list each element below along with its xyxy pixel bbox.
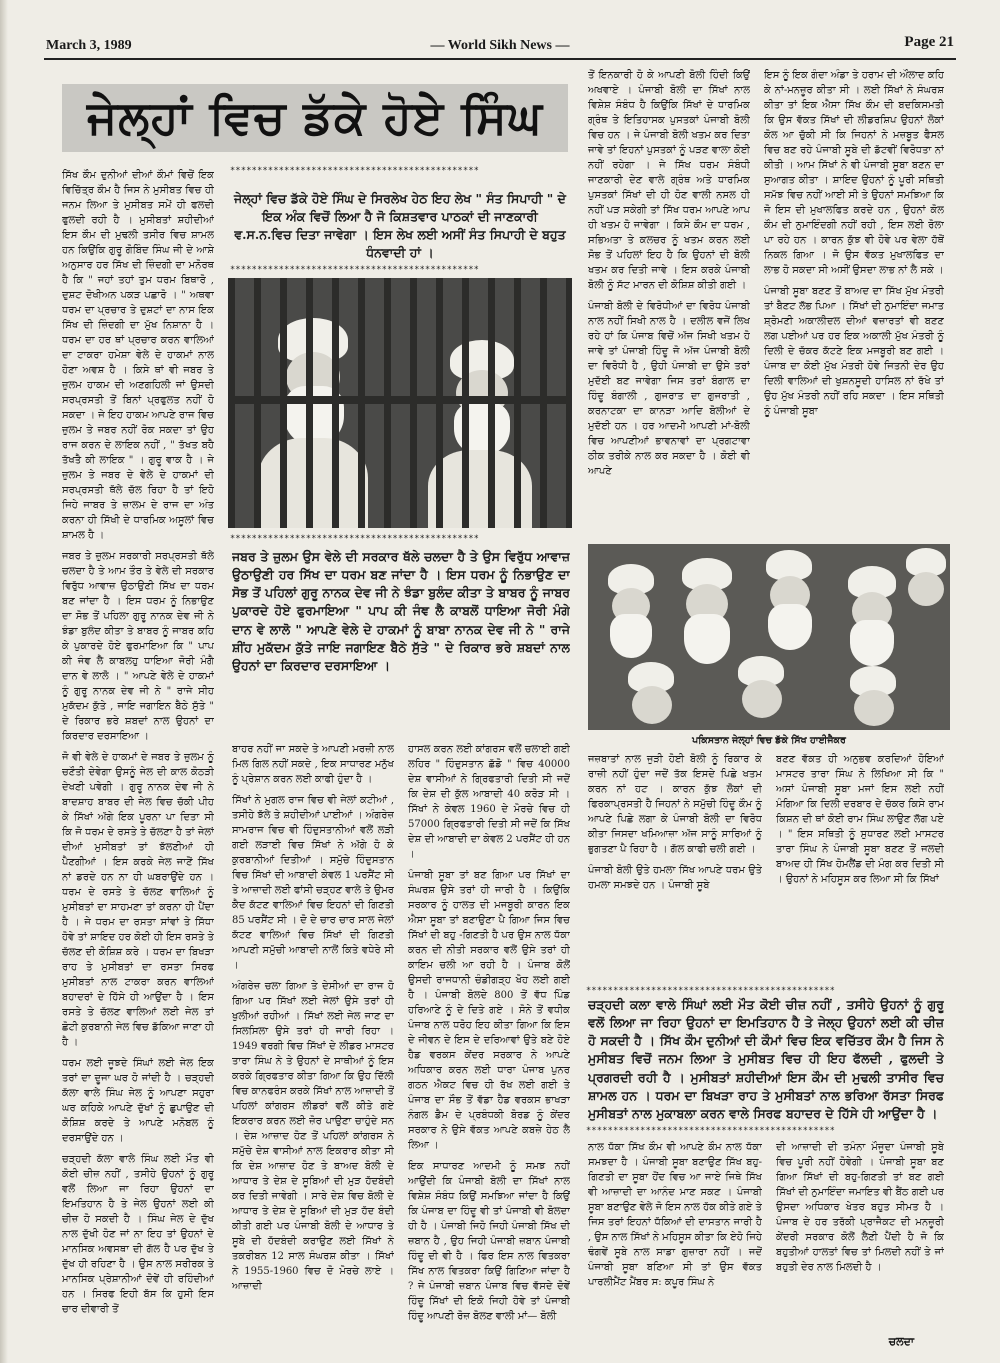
article-column-7: [776, 752, 944, 984]
paragraph: ਬਣਣ ਵੱਕਤ ਹੀ ਅਨੁਭਵ ਕਰਦਿਆਂ ਹੋਇਆਂ ਮਾਸਟਰ ਤਾਰਾ ਸਿੰਘ ਨੇ ਲਿਖਿਆ ਸੀ ਕਿ " ਅਸਾਂ ਪੰਜਾਬੀ ਸੂਬਾ ਮਜਾਂ ਇਸ ਲਈ ਨਹੀਂ ਮੰਗਿਆ ਕਿ ਦਿਲੀ ਦਰਬਾਰ ਦੇ ਚੱਕਰ ਕਿਸੇ ਰਾਮ ਕਿਸ਼ਨ ਦੀ ਥਾਂ ਕੋਈ ਰਾਮ ਸਿੰਘ ਲਾਉਣ ਲੱਗ ਪਏ । " ਇਸ ਸਥਿਤੀ ਨੂੰ ਸੁਧਾਰਣ ਲਈ ਮਾਸਟਰ ਤਾਰਾ ਸਿੰਘ ਨੇ ਪੰਜਾਬੀ ਸੂਬਾ ਬਣਣ ਤੋਂ ਜਲਦੀ ਬਾਅਦ ਹੀ ਸਿੱਖ ਹੋਮਲੈਂਡ ਦੀ ਮੰਗ ਕਰ ਦਿਤੀ ਸੀ । ਉਹਨਾਂ ਨੇ ਮਹਿਸੂਸ ਕਰ ਲਿਆ ਸੀ ਕਿ ਸਿੱਖਾਂ: [776, 754, 944, 885]
issue-date: March 3, 1989: [46, 38, 132, 53]
pull-quote: ਚੜ੍ਹਦੀ ਕਲਾ ਵਾਲੇ ਸਿੰਘਾਂ ਲਈ ਮੌਤ ਕੋਈ ਚੀਜ਼ ਨਹੀਂ , ਤਸੀਹੇ ਉਹਨਾਂ ਨੂੰ ਗੁਰੂ ਵਲੋਂ ਲਿਆ ਜਾ ਰਿਹਾ ਉਹਨਾਂ ਦਾ ਇਮਤਿਹਾਨ ਹੈ ਤੇ ਜੇਲ੍ਹ ਉਹਨਾਂ ਲਈ ਕੀ ਚੀਜ਼ ਹੋ ਸਕਦੀ ਹੈ । ਸਿੱਖ ਕੌਮ ਦੁਨੀਆਂ ਦੀ ਕੌਮਾਂ ਵਿਚ ਇਕ ਵਚਿੱਤਰ ਕੌਮ ਹੈ ਜਿਸ ਨੇ ਮੁਸੀਬਤ ਵਿਚੋਂ ਜਨਮ ਲਿਆ ਤੇ ਮੁਸੀਬਤ ਵਿਚ ਹੀ ਇਹ ਫੱਲਦੀ , ਫੁਲਦੀ ਤੇ ਪ੍ਰਗਰਦੀ ਰਹੀ ਹੈ । ਮੁਸੀਬਤਾਂ ਸ਼ਹੀਦੀਆਂ ਇਸ ਕੌਮ ਦੀ ਮੁਢਲੀ ਤਾਸੀਰ ਵਿਚ ਸ਼ਾਮਲ ਹਨ । ਧਰਮ ਦਾ ਬਿਖੜਾ ਰਾਹ ਤੇ ਮੁਸੀਬਤਾਂ ਨਾਲ ਭਰਿਆ ਰੱਸਤਾ ਸਿਰਫ ਮੁਸੀਬਤਾਂ ਨਾਲ ਮੁਕਾਬਲਾ ਕਰਨ ਵਾਲੇ ਸਿਰਫ ਬਹਾਦਰ ਦੇ ਹਿੱਸੇ ਹੀ ਆਉਂਦਾ ਹੈ ।: [588, 997, 944, 1121]
paragraph: ਦੀ ਆਜ਼ਾਦੀ ਦੀ ਤਮੰਨਾ ਮੌਜੂਦਾ ਪੰਜਾਬੀ ਸੂਬੇ ਵਿਚ ਪੂਰੀ ਨਹੀਂ ਹੋਵੇਗੀ । ਪੰਜਾਬੀ ਸੂਬਾ ਬਣ ਗਿਆ ਸਿੱਖਾਂ ਦੀ ਬਹੁ-ਗਿਣਤੀ ਤਾਂ ਬਣ ਗਈ ਸਿੱਖਾਂ ਦੀ ਨੁਮਾਇੰਦਾ ਜਮਾਇਤ ਵੀ ਬੈਂਠ ਗਈ ਪਰ ਉਸਦਾ ਅਧਿਕਾਰ ਖੇਤਰ ਬਹੁਤ ਸੀਮਤ ਹੈ । ਪੰਜਾਬ ਦੇ ਹਰ ਤਰੱਕੀ ਪ੍ਰਾਜੈਕਟ ਦੀ ਮਨਜ਼ੂਰੀ ਕੇਂਦਰੀ ਸਰਕਾਰ ਕੋਲੋਂ ਲੈਣੀ ਪੈਂਦੀ ਹੈ ਜੋ ਕਿ ਬਹੁਤੀਆਂ ਹਾਲਤਾਂ ਵਿਚ ਤਾਂ ਮਿਲਦੀ ਨਹੀਂ ਤੇ ਜਾਂ ਬਹੁਤੀ ਦੇਰ ਨਾਲ ਮਿਲਦੀ ਹੈ ।: [776, 1142, 944, 1273]
paragraph: ਪੰਜਾਬੀ ਬੋਲੀ ਦੇ ਵਿਰੋਧੀਆਂ ਦਾ ਵਿਰੋਧ ਪੰਜਾਬੀ ਨਾਲ ਨਹੀਂ ਸਿਖੀ ਨਾਲ ਹੈ । ਦਲੀਲ ਵਜੋਂ ਲਿਖ ਰਹੇ ਹਾਂ ਕਿ ਪੰਜਾਬ ਵਿਚੋਂ ਅੱਜ ਸਿਖੀ ਖਤਮ ਹੋ ਜਾਵੇ ਤਾਂ ਪੰਜਾਬੀ ਹਿੰਦੂ ਜੋ ਅੱਜ ਪੰਜਾਬੀ ਬੋਲੀ ਦਾ ਵਿਰੋਧੀ ਹੈ , ਉਹੀ ਪੰਜਾਬੀ ਦਾ ਉਸੇ ਤਰਾਂ ਮੁਦੱਈ ਬਣ ਜਾਵੇਗਾ ਜਿਸ ਤਰਾਂ ਬੰਗਾਲ ਦਾ ਹਿੰਦੂ ਬੰਗਾਲੀ , ਗੁਜਰਾਤ ਦਾ ਗੁਜਰਾਤੀ , ਕਰਨਾਟਕਾ ਦਾ ਕਾਨੜਾ ਆਦਿ ਬੋਲੀਆਂ ਦੇ ਮੁਦੱਈ ਹਨ । ਹਰ ਆਦਮੀ ਆਪਣੀ ਮਾਂ-ਬੋਲੀ ਵਿਚ ਆਪਣੀਆਂ ਭਾਵਨਾਵਾਂ ਦਾ ਪ੍ਰਗਟਾਵਾ ਠੀਕ ਤਰੀਕੇ ਨਾਲ ਕਰ ਸਕਦਾ ਹੈ । ਕੋਈ ਵੀ ਆਪਣੇ: [588, 301, 750, 477]
header-rule: [44, 58, 956, 60]
article-column-8: [588, 1140, 762, 1340]
publication-name: — World Sikh News —: [430, 38, 570, 53]
paragraph: ਸਿੱਖ ਕੌਮ ਦੁਨੀਆਂ ਦੀਆਂ ਕੌਮਾਂ ਵਿਚੋਂ ਇਕ ਵਿਚਿੱਤ੍ਰ ਕੌਮ ਹੈ ਜਿਸ ਨੇ ਮੁਸੀਬਤ ਵਿਚ ਹੀ ਜਨਮ ਲਿਆ ਤੇ ਮੁਸੀਬਤ ਸਮੇਂ ਹੀ ਫਲਦੀ ਫੁਲਦੀ ਰਹੀ ਹੈ । ਮੁਸੀਬਤਾਂ ਸ਼ਹੀਦੀਆਂ ਇਸ ਕੌਮ ਦੀ ਮੁਢਲੀ ਤਸੀਰ ਵਿਚ ਸ਼ਾਮਲ ਹਨ ਕਿਉਂਕਿ ਗੁਰੂ ਗੋਬਿੰਦ ਸਿੰਘ ਜੀ ਦੇ ਆਸ਼ੇ ਅਨੁਸਾਰ ਹਰ ਸਿੱਖ ਦੀ ਜ਼ਿੰਦਗੀ ਦਾ ਮਨੋਰਥ ਹੈ ਕਿ " ਜਹਾਂ ਤਹਾਂ ਤੁਮ ਧਰਮ ਬਿਥਾਰੋ , ਦੁਸ਼ਟ ਦੋਖੀਅਨ ਪਕੜ ਪਛਾਰੋ । " ਅਥਵਾ ਧਰਮ ਦਾ ਪ੍ਰਚਾਰ ਤੇ ਦੁਸ਼ਟਾਂ ਦਾ ਨਾਸ ਇਕ ਸਿੱਖ ਦੀ ਜ਼ਿੰਦਗੀ ਦਾ ਮੁੱਖ ਨਿਸ਼ਾਨਾ ਹੈ । ਧਰਮ ਦਾ ਹਰ ਥਾਂ ਪ੍ਰਚਾਰ ਕਰਨ ਵਾਲਿਆਂ ਦਾ ਟਾਕਰਾ ਹਮੇਸ਼ਾ ਵੇਲੇ ਦੇ ਹਾਕਮਾਂ ਨਾਲ ਹੋਣਾ ਅਵਸ਼ ਹੈ । ਕਿਸੇ ਥਾਂ ਵੀ ਜਬਰ ਤੇ ਜ਼ੁਲਮ ਹਾਕਮ ਦੀ ਅਣਗਹਿਲੀ ਜਾਂ ਉਸਦੀ ਸਰਪ੍ਰਸਤੀ ਤੋਂ ਬਿਨਾਂ ਪ੍ਰਫੁਲਤ ਨਹੀਂ ਹੋ ਸਕਦਾ । ਜੇ ਇਹ ਹਾਕਮ ਆਪਣੇ ਰਾਜ ਵਿਚ ਜ਼ੁਲਮ ਤੇ ਜਬਰ ਨਹੀਂ ਰੋਕ ਸਕਦਾ ਤਾਂ ਉਹ ਰਾਜ ਕਰਨ ਦੇ ਲਾਇਕ ਨਹੀਂ , " ਤੱਖਤ ਬਹੈ ਤੱਖਤੈ ਕੀ ਲਾਇਕ " । ਗੁਰੂ ਵਾਕ ਹੈ । ਜੇ ਜ਼ੁਲਮ ਤੇ ਜਬਰ ਦੇ ਵੇਲੇ ਦੇ ਹਾਕਮਾਂ ਦੀ ਸਰਪ੍ਰਸਤੀ ਥੱਲੇ ਚੱਲ ਰਿਹਾ ਹੈ ਤਾਂ ਇਹੋ ਜਿਹੇ ਜਾਬਰ ਤੇ ਜ਼ਾਲਮ ਦੇ ਰਾਜ ਦਾ ਅੰਤ ਕਰਨਾ ਹੀ ਸਿੱਖੀ ਦੇ ਧਾਰਮਿਕ ਅਸੂਲਾਂ ਵਿਚ ਸ਼ਾਮਲ ਹੈ ।: [62, 170, 214, 541]
article-column-6: [588, 752, 762, 984]
paragraph: ਪੰਜਾਬੀ ਸੂਬਾ ਬਣਣ ਤੋਂ ਬਾਅਦ ਦਾ ਸਿੱਖ ਮੁੱਖ ਮੰਤਰੀ ਤਾਂ ਬੈਣਟ ਲੱਭ ਪਿਆ । ਸਿੱਖਾਂ ਦੀ ਨੁਮਾਇੰਦਾ ਜਮਾਤ ਸ਼੍ਰੋਮਣੀ ਅਕਾਲੀਦਲ ਦੀਆਂ ਵਜ਼ਾਰਤਾਂ ਵੀ ਬਣਣ ਲਗ ਪਈਆਂ ਪਰ ਹਰ ਇਕ ਅਕਾਲੀ ਮੁੱਖ ਮੰਤਰੀ ਨੂੰ ਦਿਲੀ ਦੇ ਚੱਕਰ ਕੱਟਣੇ ਇਕ ਮਜਬੂਰੀ ਬਣ ਗਈ । ਪੰਜਾਬ ਦਾ ਕੋਈ ਮੁੱਖ ਮੰਤਰੀ ਹੋਵੇ ਜਿਤਨੀ ਦੇਰ ਉਹ ਦਿਲੀ ਵਾਲਿਆਂ ਦੀ ਖੁਸ਼ਨਸੂਦੀ ਹਾਸਿਲ ਨਾਂ ਰੱਖੇ ਤਾਂ ਉਹ ਮੁੱਖ ਮੰਤਰੀ ਨਹੀਂ ਰਹਿ ਸਕਦਾ । ਇਸ ਸਥਿਤੀ ਨੂੰ ਪੰਜਾਬੀ ਸੂਬਾ: [764, 286, 944, 417]
paragraph: ਜਜ਼ਬਾਤਾਂ ਨਾਲ ਜੁੜੀ ਹੋਈ ਬੋਲੀ ਨੂੰ ਰਿਕਾਰ ਕੇ ਰਾਜ਼ੀ ਨਹੀਂ ਹੁੰਦਾ ਜਦੋਂ ਤੱਕ ਇਸਦੇ ਪਿਛੇ ਖਤਮ ਕਰਨ ਨਾਂ ਹਟ । ਕਾਰਨ ਕੁੱਝ ਲੋਕਾਂ ਦੀ ਫਿਰਕਾਪ੍ਰਸਤੀ ਹੈ ਜਿਹਨਾਂ ਨੇ ਸਮੁੱਚੀ ਹਿੰਦੂ ਕੌਮ ਨੂੰ ਆਪਣੇ ਪਿਛੇ ਲਗਾ ਕੇ ਪੰਜਾਬੀ ਬੋਲੀ ਦਾ ਵਿਰੋਧ ਕੀਤਾ ਜਿਸਦਾ ਖਮਿਆਜ਼ਾ ਅੱਜ ਸਾਨੂੰ ਸਾਰਿਆਂ ਨੂੰ ਭੁਗਤਣਾ ਪੈ ਰਿਹਾ ਹੈ । ਗੱਲ ਕਾਫੀ ਚਲੀ ਗਈ ।: [588, 754, 762, 855]
paragraph: ਅੰਗਰੇਜ਼ ਚਲਾ ਗਿਆ ਤੇ ਦੇਸੀਆਂ ਦਾ ਰਾਜ ਹੋ ਗਿਆ ਪਰ ਸਿੱਖਾਂ ਲਈ ਜੇਲਾਂ ਉਸੇ ਤਰਾਂ ਹੀ ਖੁਲੀਆਂ ਰਹੀਆਂ । ਸਿੱਖਾਂ ਲਈ ਜੇਲ ਜਾਣ ਦਾ ਸਿਲਸਿਲਾ ਉਸੇ ਤਰਾਂ ਹੀ ਜਾਰੀ ਰਿਹਾ । 1949 ਵਰਗੀ ਵਿਚ ਸਿੱਖਾਂ ਦੇ ਲੀਡਰ ਮਾਸਟਰ ਤਾਰਾ ਸਿੰਘ ਨੇ ਤੇ ਉਹਨਾਂ ਦੇ ਸਾਥੀਆਂ ਨੂੰ ਇਸ ਕਰਕੇ ਗ੍ਰਿਫਤਾਰ ਕੀਤਾ ਗਿਆ ਕਿ ਉਹ ਦਿੱਲੀ ਵਿਚ ਕਾਨਫਰੰਸ ਕਰਕੇ ਸਿੱਖਾਂ ਨਾਲ ਆਜ਼ਾਦੀ ਤੋਂ ਪਹਿਲਾਂ ਕਾਂਗਰਸ ਲੀਡਰਾਂ ਵਲੋਂ ਕੀਤੇ ਗਏ ਇਕਰਾਰ ਕਰਨ ਲਈ ਜ਼ੋਰ ਪਾਉਣਾ ਚਾਹੁੰਦੇ ਸਨ । ਦੇਸ਼ ਆਜ਼ਾਦ ਹੋਣ ਤੋਂ ਪਹਿਲਾਂ ਕਾਂਗਰਸ ਨੇ ਸਮੁੱਚੇ ਦੇਸ਼ ਵਾਸੀਆਂ ਨਾਲ ਇਕਰਾਰ ਕੀਤਾ ਸੀ ਕਿ ਦੇਸ਼ ਆਜ਼ਾਦ ਹੋਣ ਤੇ ਬਾਅਦ ਬੋਲੀ ਦੇ ਆਧਾਰ ਤੇ ਦੇਸ਼ ਦੇ ਸੂਬਿਆਂ ਦੀ ਮੁੜ ਹੱਦਬੰਦੀ ਕਰ ਦਿਤੀ ਜਾਵੇਗੀ । ਸਾਰੇ ਦੇਸ਼ ਵਿਚ ਬੋਲੀ ਦੇ ਆਧਾਰ ਤੇ ਦੇਸ਼ ਦੇ ਸੂਬਿਆਂ ਦੀ ਮੁੜ ਹੱਦ ਬੰਦੀ ਕੀਤੀ ਗਈ ਪਰ ਪੰਜਾਬੀ ਬੋਲੀ ਦੇ ਆਧਾਰ ਤੇ ਸੂਬੇ ਦੀ ਹੱਦਬੰਦੀ ਕਰਾਉਣ ਲਈ ਸਿੱਖਾਂ ਨੇ ਤਕਰੀਬਨ 12 ਸਾਲ ਸੰਘਰਸ਼ ਕੀਤਾ । ਸਿੱਖਾਂ ਨੇ 1955-1960 ਵਿਚ ਦੋ ਮੋਰਚੇ ਲਾਏ । ਆਜ਼ਾਦੀ: [232, 981, 394, 1292]
article-column-9: [776, 1140, 944, 1330]
article-column-3: [408, 742, 570, 1342]
star-divider: **********************************************: [586, 986, 836, 996]
article-column-1: [62, 168, 214, 1338]
star-divider: **********************************************: [230, 265, 480, 275]
page-fold-shadow: [0, 0, 8, 1363]
star-divider: **********************************************: [230, 534, 480, 544]
article-highlight-block: ਜਬਰ ਤੇ ਜ਼ੁਲਮ ਉਸ ਵੇਲੇ ਦੀ ਸਰਕਾਰ ਥੱਲੇ ਚਲਦਾ ਹੈ ਤੇ ਉਸ ਵਿਰੁੱਧ ਆਵਾਜ਼ ਉਠਾਉਣੀ ਹਰ ਸਿੱਖ ਦਾ ਧਰਮ ਬਣ ਜਾਂਦਾ ਹੈ । ਇਸ ਧਰਮ ਨੂੰ ਨਿਭਾਉਣ ਦਾ ਸੋਭ ਤੋਂ ਪਹਿਲਾਂ ਗੁਰੂ ਨਾਨਕ ਦੇਵ ਜੀ ਨੇ ਝੰਡਾ ਬੁਲੰਦ ਕੀਤਾ ਤੇ ਬਾਬਰ ਨੂੰ ਜਾਬਰ ਪੁਕਾਰਦੇ ਹੋਏ ਫੁਰਮਾਇਆ " ਪਾਪ ਕੀ ਜੰਞ ਲੈ ਕਾਬਲੋਂ ਧਾਇਆ ਜੋਰੀ ਮੰਗੇ ਦਾਨ ਵੇ ਲਾਲੋ " ਆਪਣੇ ਵੇਲੇ ਦੇ ਹਾਕਮਾਂ ਨੂੰ ਬਾਬਾ ਨਾਨਕ ਦੇਵ ਜੀ ਨੇ " ਰਾਜੇ ਸ਼ੀਂਹ ਮੁਕੱਦਮ ਕੁੱਤੇ ਜਾਇ ਜਗਾਇਣ ਬੈਠੇ ਸੁੱਤੇ " ਦੇ ਰਿਕਾਰ ਭਰੇ ਸ਼ਬਦਾਂ ਨਾਲ ਉਹਨਾਂ ਦਾ ਕਿਰਦਾਰ ਦਰਸਾਇਆ ।: [232, 549, 570, 673]
paragraph: ਚੜ੍ਹਦੀ ਕੱਲਾ ਵਾਲੇ ਸਿੰਘ ਲਈ ਮੌਤ ਵੀ ਕੋਈ ਚੀਜ਼ ਨਹੀਂ , ਤਸੀਹੇ ਉਹਨਾਂ ਨੂੰ ਗੁਰੂ ਵਲੋਂ ਲਿਆ ਜਾ ਰਿਹਾ ਉਹਨਾਂ ਦਾ ਇਮਤਿਹਾਨ ਹੈ ਤੇ ਜੇਲ ਉਹਨਾਂ ਲਈ ਕੀ ਚੀਜ਼ ਹੋ ਸਕਦੀ ਹੈ । ਸਿੰਘ ਜੇਲ ਦੇ ਦੁੱਖ ਨਾਲ ਦੁੱਖੀ ਹੋਣ ਜਾਂ ਨਾ ਇਹ ਤਾਂ ਉਹਨਾਂ ਦੇ ਮਾਨਸਿਕ ਅਵਸਥਾ ਦੀ ਗੱਲ ਹੈ ਪਰ ਦੁੱਖ ਤੇ ਦੁੱਖ ਹੀ ਰਹਿਣਾ ਹੈ । ਉਸ ਨਾਲ ਸਰੀਰਕ ਤੇ ਮਾਨਸਿਕ ਪ੍ਰੇਸ਼ਾਨੀਆਂ ਦੋਵੇਂ ਹੀ ਰਹਿੰਦੀਆਂ ਹਨ । ਸਿਰਫ ਇਹੀ ਬੱਸ ਕਿ ਹੁਸੀ ਇਸ ਚਾਰ ਦੀਵਾਰੀ ਤੋਂ: [62, 1154, 214, 1315]
paragraph: ਇਸ ਨੂੰ ਇਕ ਗੰਦਾ ਅੰਡਾ ਤੇ ਹਰਾਮ ਦੀ ਔਲਾਦ ਕਹਿ ਕੇ ਨਾਂ-ਮਨਜ਼ੂਰ ਕੀਤਾ ਸੀ । ਲਈ ਸਿੱਖਾਂ ਨੇ ਸੰਘਰਸ਼ ਕੀਤਾ ਤਾਂ ਇਕ ਐਸਾ ਸਿੱਖ ਕੌਮ ਦੀ ਬਦਕਿਸਮਤੀ ਕਿ ਉਸ ਵੱਕਤ ਸਿੱਖਾਂ ਦੀ ਲੀਡਰਸ਼ਿਪ ਉਹਨਾਂ ਲੋਕਾਂ ਕੋਲ ਆ ਚੁੱਕੀ ਸੀ ਕਿ ਜਿਹਨਾਂ ਨੇ ਮਜ਼ਬੂਤ ਫੈਸਲ ਵਿਚ ਬਣ ਰਹੇ ਪੰਜਾਬੀ ਸੂਬੇ ਦੀ ਡੱਟਵੀਂ ਵਿਰੋਧਤਾ ਨਾਂ ਕੀਤੀ । ਆਮ ਸਿੱਖਾਂ ਨੇ ਵੀ ਪੰਜਾਬੀ ਸੂਬਾ ਬਣਨ ਦਾ ਸੁਆਗਤ ਕੀਤਾ । ਸ਼ਾਇਦ ਉਹਨਾਂ ਨੂੰ ਪੂਰੀ ਸਥਿਤੀ ਸਮੱਝ ਵਿਚ ਨਹੀਂ ਆਈ ਸੀ ਤੇ ਉਹਨਾਂ ਸਮਝਿਆ ਕਿ ਜੋ ਇਸ ਦੀ ਮੁਖਾਲਫਿਤ ਕਰਦੇ ਹਨ , ਉਹਨਾਂ ਕੋਲ ਕੌਮ ਦੀ ਨੁਮਾਇੰਦਗੀ ਨਹੀਂ ਰਹੀ , ਇਸ ਲਈ ਰੋਲਾ ਪਾ ਰਹੇ ਹਨ । ਕਾਰਨ ਕੁੱਝ ਵੀ ਹੋਵੇ ਪਰ ਵੇਲਾ ਹੱਥੋਂ ਨਿਕਲ ਗਿਆ । ਜੋ ਉਸ ਵੱਕਤ ਮੁਖਾਲਫਿਤ ਦਾ ਲਾਭ ਹੋ ਸਕਦਾ ਸੀ ਅਸੀਂ ਉਸਦਾ ਲਾਭ ਨਾਂ ਲੈ ਸਕੇ ।: [764, 70, 944, 276]
paragraph: ਧਰਮ ਲਈ ਜੂਝਦੇ ਸਿੰਘਾਂ ਲਈ ਜੇਲ ਇਕ ਤਰਾਂ ਦਾ ਦੂਜਾ ਘਰ ਹੋ ਜਾਂਦੀ ਹੈ । ਚੜ੍ਹਦੀ ਕੱਲਾ ਵਾਲੇ ਸਿੰਘ ਜੇਲ ਨੂੰ ਆਪਣਾ ਸਹੁਰਾ ਘਰ ਕਹਿਕੇ ਆਪਣੇ ਦੁੱਖਾਂ ਨੂੰ ਛੁਪਾਉਣ ਦੀ ਕੋਸ਼ਿਸ਼ ਕਰਦੇ ਤੇ ਆਪਣੇ ਮਨੋਬਲ ਨੂੰ ਦਰਸਾਉਂਦੇ ਹਨ ।: [62, 1058, 214, 1144]
paragraph: ਇਕ ਸਾਧਾਰਣ ਆਦਮੀ ਨੂੰ ਸਮਝ ਨਹੀਂ ਆਉਂਦੀ ਕਿ ਪੰਜਾਬੀ ਬੋਲੀ ਦਾ ਸਿੱਖਾਂ ਨਾਲ ਵਿਸ਼ੇਸ਼ ਸੰਬੰਧ ਕਿਉਂ ਸਮਝਿਆ ਜਾਂਦਾ ਹੈ ਕਿਉਂ ਕਿ ਪੰਜਾਬ ਦਾ ਹਿੰਦੂ ਵੀ ਤਾਂ ਪੰਜਾਬੀ ਵੀ ਬੋਲਦਾ ਹੀ ਹੈ । ਪੰਜਾਬੀ ਜਿਹੋ ਜਿਹੀ ਪੰਜਾਬੀ ਸਿੱਖ ਦੀ ਜ਼ਬਾਨ ਹੈ , ਉਹ ਜਿਹੀ ਪੰਜਾਬੀ ਜ਼ਬਾਨ ਪੰਜਾਬੀ ਹਿੰਦੂ ਦੀ ਵੀ ਹੈ । ਫਿਰ ਇਸ ਨਾਲ ਵਿਤਕਰਾ ਸਿੱਖ ਨਾਲ ਵਿਤਕਰਾ ਕਿਉਂ ਗਿਣਿਆ ਜਾਂਦਾ ਹੈ ? ਜੇ ਪੰਜਾਬੀ ਜ਼ਬਾਨ ਪੰਜਾਬ ਵਿਚ ਵੱਸਦੇ ਦੋਵੇਂ ਹਿੰਦੂ ਸਿੱਖਾਂ ਦੀ ਇਕੋ ਜਿਹੀ ਹੋਵੇ ਤਾਂ ਪੰਜਾਬੀ ਹਿੰਦੂ ਆਪਣੀ ਰੋਜ਼ ਬੋਲਣ ਵਾਲੀ ਮਾਂ— ਬੋਲੀ: [408, 1161, 570, 1322]
paragraph: ਜਬਰ ਤੇ ਜ਼ੁਲਮ ਸਰਕਾਰੀ ਸਰਪ੍ਰਸਤੀ ਥੱਲੇ ਚਲਦਾ ਹੈ ਤੇ ਆਮ ਤੌਰ ਤੇ ਵੇਲੇ ਦੀ ਸਰਕਾਰ ਵਿਰੁੱਧ ਆਵਾਜ਼ ਉਠਾਉਣੀ ਸਿੱਖ ਦਾ ਧਰਮ ਬਣ ਜਾਂਦਾ ਹੈ । ਇਸ ਧਰਮ ਨੂੰ ਨਿਭਾਉਣ ਦਾ ਸੋਭ ਤੋਂ ਪਹਿਲਾ ਗੁਰੂ ਨਾਨਕ ਦੇਵ ਜੀ ਨੇ ਝੰਡਾ ਬੁਲੰਦ ਕੀਤਾ ਤੇ ਬਾਬਰ ਨੂੰ ਜਾਬਰ ਕਹਿ ਕੇ ਪੁਕਾਰਦੇ ਹੋਏ ਫੁਰਮਾਇਆ ਕਿ " ਪਾਪ ਕੀ ਜੰਞ ਲੈ ਕਾਬਲਹੁ ਧਾਇਆ ਜੋਰੀ ਮੰਗੈ ਦਾਨ ਵੇ ਲਾਲੋ । " ਆਪਣੇ ਵੇਲੇ ਦੇ ਹਾਕਮਾਂ ਨੂੰ ਗੁਰੂ ਨਾਨਕ ਦੇਵ ਜੀ ਨੇ " ਰਾਜੇ ਸੀਹ ਮੁਕੱਦਮ ਕੁੱਤੇ , ਜਾਇ ਜਗਾਇਨ ਬੈਠੇ ਸੁੱਤੇ " ਦੇ ਰਿਕਾਰ ਭਰੇ ਸ਼ਬਦਾਂ ਨਾਲ ਉਹਨਾਂ ਦਾ ਕਿਰਦਾਰ ਦਰਸਾਇਆ ।: [62, 551, 214, 742]
paragraph: ਸਿੱਖਾਂ ਨੇ ਮੁਗਲ ਰਾਜ ਵਿਚ ਵੀ ਜੇਲਾਂ ਕਟੀਆਂ , ਤਸੀਹੇ ਝੱਲੇ ਤੇ ਸ਼ਹੀਦੀਆਂ ਪਾਈਆਂ । ਅੰਗਰੇਜ਼ ਸਾਮਰਾਜ ਵਿਚ ਵੀ ਹਿੰਦੁਸਤਾਨੀਆਂ ਵਲੋਂ ਲੜੀ ਗਈ ਲੜਾਈ ਵਿਚ ਸਿੱਖਾਂ ਨੇ ਅੱਗੇ ਹੋ ਕੇ ਕੁਰਬਾਨੀਆਂ ਦਿਤੀਆਂ । ਸਮੁੱਚੇ ਹਿੰਦੁਸਤਾਨ ਵਿਚ ਸਿੱਖਾਂ ਦੀ ਆਬਾਦੀ ਕੇਵਲ 1 ਪਰਸੈਂਟ ਸੀ ਤੇ ਆਜ਼ਾਦੀ ਲਈ ਫਾਂਸੀ ਚੜ੍ਹਣ ਵਾਲੇ ਤੇ ਉਮਰ ਕੈਦ ਕੱਟਣ ਵਾਲਿਆਂ ਵਿਚ ਇਹਨਾਂ ਦੀ ਗਿਣਤੀ 85 ਪਰਸੈਂਟ ਸੀ । ਦੋ ਦੇ ਚਾਰ ਚਾਰ ਸਾਲ ਜੇਲਾਂ ਕੱਟਣ ਵਾਲਿਆਂ ਵਿਚ ਸਿੱਖਾਂ ਦੀ ਗਿਣਤੀ ਆਪਣੀ ਸਮੁੱਚੀ ਆਬਾਦੀ ਨਾਲੋਂ ਕਿਤੇ ਵਧੇਰੇ ਸੀ ।: [232, 795, 394, 971]
paragraph: ਨਾਲ ਧੱਕਾ ਸਿੱਖ ਕੌਮ ਵੀ ਆਪਣੇ ਕੌਮ ਨਾਲ ਧੱਕਾ ਸਮਝਦਾ ਹੈ । ਪੰਜਾਬੀ ਸੂਬਾ ਬਣਾਉਣ ਸਿੱਖ ਬਹੁ-ਗਿਣਤੀ ਦਾ ਸੂਬਾ ਹੋਂਦ ਵਿਚ ਆ ਜਾਏ ਜਿਥੇ ਸਿੱਖ ਵੀ ਆਜ਼ਾਦੀ ਦਾ ਆਨੰਦ ਮਾਣ ਸਕਣ । ਪੰਜਾਬੀ ਸੂਬਾ ਬਣਾਉਣ ਵੇਲੇ ਜੋ ਇਸ ਨਾਲ ਹੱਕ ਕੀਤੇ ਗਏ ਤੇ ਜਿਸ ਤਰਾਂ ਇਹਨਾਂ ਧੱਕਿਆਂ ਦੀ ਦਾਸਤਾਨ ਜਾਰੀ ਹੈ , ਉਸ ਨਾਲ ਸਿੱਖਾਂ ਨੇ ਮਹਿਸੂਸ ਕੀਤਾ ਕਿ ਏਹੋ ਜਿਹੇ ਢੰਗਵੇਂ ਸੂਬੇ ਨਾਲ ਸਾਡਾ ਗੁਜ਼ਾਰਾ ਨਹੀਂ । ਜਦੋਂ ਪੰਜਾਬੀ ਸੂਬਾ ਬਣਿਆ ਸੀ ਤਾਂ ਉਸ ਵੱਕਤ ਪਾਰਲੀਮੈਂਟ ਮੈਂਬਰ ਸ: ਕਪੂਰ ਸਿੰਘ ਨੇ: [588, 1142, 762, 1288]
page-header: [46, 34, 954, 56]
paragraph: ਪੰਜਾਬੀ ਬੋਲੀ ਉਤੇ ਹਮਲਾ ਸਿੱਖ ਆਪਣੇ ਧਰਮ ਉਤੇ ਹਮਲਾ ਸਮਝਦੇ ਹਨ । ਪੰਜਾਬੀ ਸੂਬੇ: [588, 865, 762, 891]
article-column-4: [588, 68, 750, 538]
star-divider: **********************************************: [230, 166, 480, 176]
paragraph: ਤੋਂ ਇਨਕਾਰੀ ਹੋ ਕੇ ਆਪਣੀ ਬੋਲੀ ਹਿੰਦੀ ਕਿਉਂ ਅਖਵਾਏ । ਪੰਜਾਬੀ ਬੋਲੀ ਦਾ ਸਿੱਖਾਂ ਨਾਲ ਵਿਸ਼ੇਸ਼ ਸੰਬੰਧ ਹੈ ਕਿਉਂਕਿ ਸਿੱਖਾਂ ਦੇ ਧਾਰਮਿਕ ਗ੍ਰੰਥ ਤੇ ਇਤਿਹਾਸਕ ਪੁਸਤਕਾਂ ਪੰਜਾਬੀ ਬੋਲੀ ਵਿਚ ਹਨ । ਜੇ ਪੰਜਾਬੀ ਬੋਲੀ ਖਤਮ ਕਰ ਦਿਤਾ ਜਾਵੇ ਤਾਂ ਇਹਨਾਂ ਪੁਸਤਕਾਂ ਨੂੰ ਪੜਣ ਵਾਲਾ ਕੋਈ ਨਹੀਂ ਰਹੇਗਾ । ਜੇ ਸਿੱਖ ਧਰਮ ਸੰਬੰਧੀ ਜਾਣਕਾਰੀ ਦੇਣ ਵਾਲੇ ਗ੍ਰੰਥ ਅਤੇ ਧਾਰਮਿਕ ਪੁਸਤਕਾਂ ਸਿੱਖਾਂ ਦੀ ਹੀ ਹੋਣ ਵਾਲੀ ਨਸਲ ਹੀ ਨਹੀਂ ਪੜ ਸਕੇਗੀ ਤਾਂ ਸਿੱਖ ਧਰਮ ਆਪਣੇ ਆਪ ਹੀ ਖਤਮ ਹੋ ਜਾਵੇਗਾ । ਕਿਸੇ ਕੌਮ ਦਾ ਧਰਮ , ਸਭਿਅਤਾ ਤੇ ਕਲਚਰ ਨੂੰ ਖਤਮ ਕਰਨ ਲਈ ਸੋਭ ਤੋਂ ਪਹਿਲਾਂ ਇਹ ਹੈ ਕਿ ਉਹਨਾਂ ਦੀ ਬੋਲੀ ਖਤਮ ਕਰ ਦਿਤੀ ਜਾਵੇ । ਇਸ ਕਰਕੇ ਪੰਜਾਬੀ ਬੋਲੀ ਨੂੰ ਸੱਟ ਮਾਰਨ ਦੀ ਕੋਸ਼ਿਸ਼ ਕੀਤੀ ਗਈ ।: [588, 70, 750, 291]
photo-sikh-hijackers-group: [588, 544, 950, 730]
article-column-2: [232, 742, 394, 1342]
star-divider: **********************************************: [586, 1126, 836, 1136]
article-column-5: [764, 68, 944, 538]
paragraph: ਜੋ ਵੀ ਵੇਲੇ ਦੇ ਹਾਕਮਾਂ ਦੇ ਜਬਰ ਤੇ ਜ਼ੁਲਮ ਨੂੰ ਚਣੌਤੀ ਦੇਵੇਗਾ ਉਸਨੂੰ ਜੇਲ ਦੀ ਕਾਲ ਕੋਠੜੀ ਦੇਖਣੀ ਪਵੇਗੀ । ਗੁਰੂ ਨਾਨਕ ਦੇਵ ਜੀ ਨੇ ਬਾਦਸ਼ਾਹ ਬਾਬਰ ਦੀ ਜੇਲ ਵਿਚ ਚੱਕੀ ਪੀਹ ਕੇ ਸਿੱਖਾਂ ਅੱਗੇ ਇਕ ਪੂਰਨਾ ਪਾ ਦਿਤਾ ਸੀ ਕਿ ਜੋ ਧਰਮ ਦੇ ਰਸਤੇ ਤੇ ਚੱਲਣਾ ਹੈ ਤਾਂ ਜੇਲਾਂ ਦੀਆਂ ਮੁਸੀਬਤਾਂ ਤਾਂ ਝੱਲਣੀਆਂ ਹੀ ਪੈਣਗੀਆਂ । ਇਸ ਕਰਕੇ ਜੇਲ ਜਾਣੋਂ ਸਿੱਖ ਨਾਂ ਡਰਦੇ ਹਨ ਨਾ ਹੀ ਘਬਰਾਉਂਦੇ ਹਨ । ਧਰਮ ਦੇ ਰਸਤੇ ਤੇ ਚੱਲਣ ਵਾਲਿਆਂ ਨੂੰ ਮੁਸੀਬਤਾਂ ਦਾ ਸਾਹਮਣਾ ਤਾਂ ਕਰਨਾ ਹੀ ਪੈਂਦਾ ਹੈ । ਜੇ ਧਰਮ ਦਾ ਰਸਤਾ ਸਾਂਵਾਂ ਤੇ ਸਿੱਧਾ ਹੋਵੇ ਤਾਂ ਸ਼ਾਇਦ ਹਰ ਕੋਈ ਹੀ ਇਸ ਰਸਤੇ ਤੇ ਚੱਲਣ ਦੀ ਕੋਸ਼ਿਸ਼ ਕਰੇ । ਧਰਮ ਦਾ ਬਿਖੜਾ ਰਾਹ ਤੇ ਮੁਸੀਬਤਾਂ ਦਾ ਰਸਤਾ ਸਿਰਫ ਮੁਸੀਬਤਾਂ ਨਾਲ ਟਾਕਰਾ ਕਰਨ ਵਾਲਿਆਂ ਬਹਾਦਰਾਂ ਦੇ ਹਿੱਸੇ ਹੀ ਆਉਂਦਾ ਹੈ । ਇਸ ਰਸਤੇ ਤੇ ਚੱਲਣ ਵਾਲਿਆਂ ਲਈ ਜੇਲ ਤਾਂ ਛੋਟੀ ਕੁਰਬਾਨੀ ਜੇਲ ਵਿਚ ਡੱਕਿਆ ਜਾਣਾ ਹੀ ਹੈ ।: [62, 752, 214, 1048]
paragraph: ਬਾਹਰ ਨਹੀਂ ਜਾ ਸਕਦੇ ਤੇ ਆਪਣੀ ਮਰਜ਼ੀ ਨਾਲ ਮਿਲ ਗਿਲ ਨਹੀਂ ਸਕਦੇ , ਇਕ ਸਾਧਾਰਣ ਮਨੁੱਖ ਨੂੰ ਪ੍ਰੇਸ਼ਾਨ ਕਰਨ ਲਈ ਕਾਫੀ ਹੁੰਦਾ ਹੈ ।: [232, 744, 394, 785]
page-number: Page 21: [904, 34, 954, 50]
photo-prisoners-behind-bars: [228, 278, 572, 528]
editor-note: ਜੇਲ੍ਹਾਂ ਵਿਚ ਡੱਕੇ ਹੋਏ ਸਿੰਘ ਦੇ ਸਿਰਲੇਖ ਹੇਠ ਇਹ ਲੇਖ " ਸੰਤ ਸਿਪਾਹੀ " ਦੇ ਇਕ ਅੰਕ ਵਿਚੋਂ ਲਿਆ ਹੈ ਜੋ ਕਿਸ਼ਤਵਾਰ ਪਾਠਕਾਂ ਦੀ ਜਾਣਕਾਰੀ ਵ.ਸ.ਨ.ਵਿਚ ਦਿਤਾ ਜਾਵੇਗਾ । ਇਸ ਲੇਖ ਲਈ ਅਸੀਂ ਸੰਤ ਸਿਪਾਹੀ ਦੇ ਬਹੁਤ ਧੰਨਵਾਦੀ ਹਾਂ ।: [234, 191, 566, 261]
photo-caption: ਪਕਿਸਤਾਨ ਜੇਲ੍ਹਾਂ ਵਿਚ ਡੱਕੇ ਸਿੱਖ ਹਾਈਜੈਕਰ: [692, 735, 846, 746]
paragraph: ਹਾਸਲ ਕਰਨ ਲਈ ਕਾਂਗਰਸ ਵਲੋਂ ਚਲਾਈ ਗਈ ਲਹਿਰ " ਹਿੰਦੁਸਤਾਨ ਛੱਡੋ " ਵਿਚ 40000 ਦੇਸ਼ ਵਾਸੀਆਂ ਨੇ ਗ੍ਰਿਫਤਾਰੀ ਦਿਤੀ ਸੀ ਜਦੋਂ ਕਿ ਦੇਸ਼ ਦੀ ਕੁੱਲ ਆਬਾਦੀ 40 ਕਰੋੜ ਸੀ । ਸਿੱਖਾਂ ਨੇ ਕੇਵਲ 1960 ਦੇ ਮੋਰਚੇ ਵਿਚ ਹੀ 57000 ਗ੍ਰਿਫਤਾਰੀ ਦਿਤੀ ਸੀ ਜਦੋਂ ਕਿ ਸਿੱਖ ਦੇਸ਼ ਦੀ ਆਬਾਦੀ ਦਾ ਕੇਵਲ 2 ਪਰਸੈਂਟ ਹੀ ਹਨ ।: [408, 744, 570, 860]
paragraph: ਪੰਜਾਬੀ ਸੂਬਾ ਤਾਂ ਬਣ ਗਿਆ ਪਰ ਸਿੱਖਾਂ ਦਾ ਸੰਘਰਸ਼ ਉਸੇ ਤਰਾਂ ਹੀ ਜਾਰੀ ਹੈ । ਕਿਉਂਕਿ ਸਰਕਾਰ ਨੂੰ ਹਾਲਤ ਦੀ ਮਜਬੂਰੀ ਕਾਰਨ ਇਕ ਐਸਾ ਸੂਬਾ ਤਾਂ ਬਣਾਉਣਾ ਪੈ ਗਿਆ ਜਿਸ ਵਿਚ ਸਿੱਖਾਂ ਦੀ ਬਹੁ -ਗਿਣਤੀ ਹੈ ਪਰ ਉਸ ਨਾਲ ਧੱਕਾ ਕਰਨ ਦੀ ਨੀਤੀ ਸਰਕਾਰ ਵਲੋਂ ਉਸੇ ਤਰਾਂ ਹੀ ਕਾਇਮ ਚਲੀ ਆ ਰਹੀ ਹੈ । ਪੰਜਾਬ ਕੋਲੋਂ ਉਸਦੀ ਰਾਜਧਾਨੀ ਚੰਡੀਗੜ੍ਹ ਖੋਹ ਲਈ ਗਈ ਹੈ । ਪੰਜਾਬੀ ਬੋਲਦੇ 800 ਤੋਂ ਵੱਧ ਪਿੰਡ ਹਰਿਆਣੇ ਨੂੰ ਦੇ ਦਿਤੇ ਗਏ । ਸੋਨੇ ਤੋਂ ਵਧੀਕ ਪੰਜਾਬ ਨਾਲ ਧਰੋਹ ਇਹ ਕੀਤਾ ਗਿਆ ਕਿ ਇਸ ਦੇ ਜੀਵਨ ਦੇ ਇਸ ਦੇ ਦਰਿਆਵਾਂ ਉਤੇ ਬਣੇ ਹੋਏ ਹੈਡ ਵਰਕਸ ਕੇਂਦਰ ਸਰਕਾਰ ਨੇ ਆਪਣੇ ਅਧਿਕਾਰ ਕਰਨ ਲਈ ਧਾਰਾ ਪੰਜਾਬ ਪੁਨਰ ਗਠਨ ਐਕਟ ਵਿਚ ਹੀ ਰੱਖ ਲਈ ਗਈ ਤੇ ਪੰਜਾਬ ਦਾ ਸੌਭ ਤੋਂ ਵੱਡਾ ਹੈਡ ਵਰਕਸ ਭਾਖੜਾ ਨੰਗਲ ਡੈਮ ਦੇ ਪ੍ਰਬੰਧਕੀ ਬੋਰਡ ਨੂੰ ਕੇਂਦਰ ਸਰਕਾਰ ਨੇ ਉਸੇ ਵੱਕਤ ਆਪਣੇ ਕਬਜ਼ੇ ਹੇਠ ਲੈ ਲਿਆ ।: [408, 870, 570, 1151]
continued-label: ਚਲਦਾ: [888, 1335, 914, 1348]
headline: ਜੇਲ੍ਹਾਂ ਵਿਚ ਡੱਕੇ ਹੋਏ ਸਿੰਘ: [62, 84, 568, 152]
